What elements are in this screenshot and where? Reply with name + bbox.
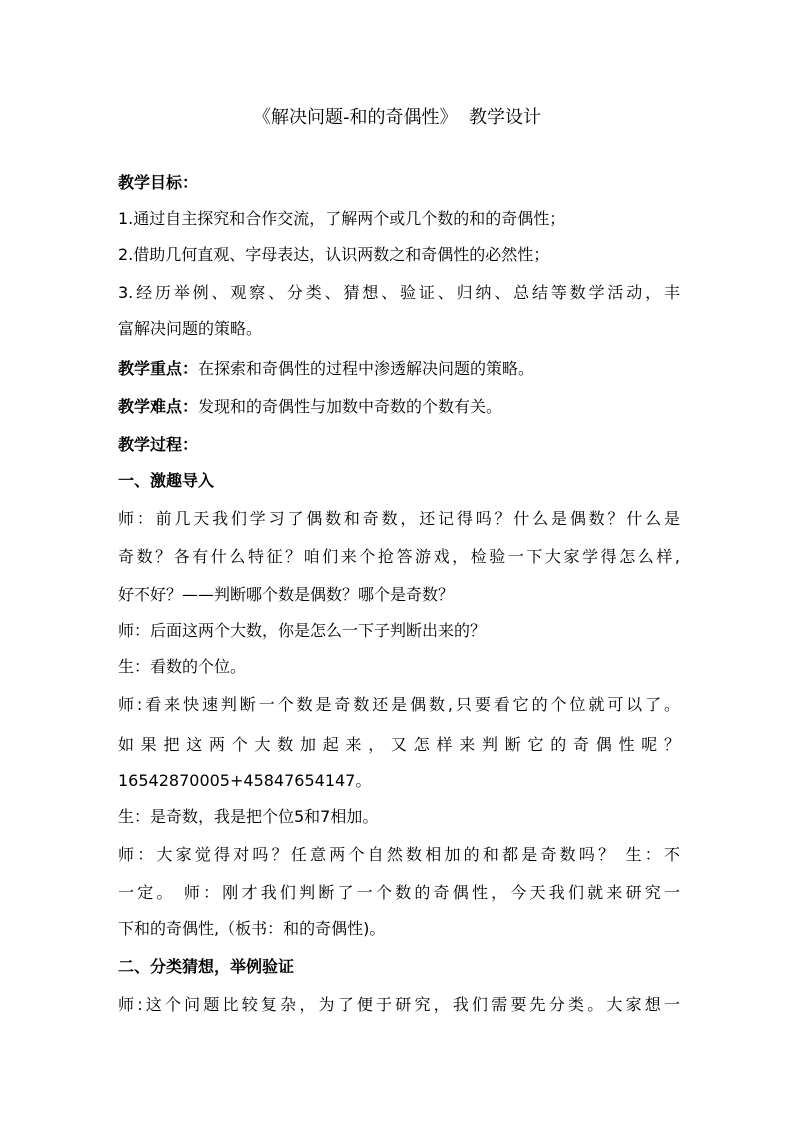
paragraph-1-line-3: 好不好？——判断哪个数是偶数？哪个是奇数？ [118,585,455,604]
paragraph-4-line-1: 师:看来快速判断一个数是奇数还是偶数,只要看它的个位就可以了。 [118,695,680,714]
paragraph-7-line-1: 师:这个问题比较复杂，为了便于研究，我们需要先分类。大家想一 [118,995,680,1014]
document-title: 《解决问题-和的奇偶性》 教学设计 [253,107,541,128]
paragraph-1-line-2: 奇数？各有什么特征？咱们来个抢答游戏，检验一下大家学得怎么样, [118,547,680,566]
difficulty-label: 教学难点： [118,397,199,416]
difficulty-text: 发现和的奇偶性与加数中奇数的个数有关。 [198,397,503,416]
objectives-heading: 教学目标： [118,173,199,192]
paragraph-4-line-2: 如果把这两个大数加起来，又怎样来判断它的奇偶性呢？ [118,735,680,754]
objective-3-line-1: 3.经历举例、观察、分类、猜想、验证、归纳、总结等数学活动，丰 [118,283,680,302]
section-2-heading: 二、分类猜想，举例验证 [118,957,295,976]
paragraph-1-line-1: 师：前几天我们学习了偶数和奇数，还记得吗？什么是偶数？什么是 [118,509,680,528]
paragraph-6-line-2: 一定。 师：刚才我们判断了一个数的奇偶性，今天我们就来研究一 [118,883,680,902]
objective-1: 1.通过自主探究和合作交流，了解两个或几个数的和的奇偶性； [118,209,566,228]
paragraph-6-line-3: 下和的奇偶性,（板书：和的奇偶性)。 [118,919,386,938]
process-heading: 教学过程： [118,435,199,454]
key-point-label: 教学重点： [118,359,199,378]
section-1-heading: 一、激趣导入 [118,471,215,490]
paragraph-6-line-1: 师：大家觉得对吗？任意两个自然数相加的和都是奇数吗？ 生：不 [118,845,680,864]
paragraph-2: 师：后面这两个大数，你是怎么一下子判断出来的？ [118,621,487,640]
difficulty [118,394,680,420]
objective-3-line-2: 富解决问题的策略。 [118,319,263,338]
paragraph-5: 生：是奇数，我是把个位5和7相加。 [118,807,379,826]
objective-2: 2.借助几何直观、字母表达，认识两数之和奇偶性的必然性； [118,245,550,264]
key-point [118,356,680,382]
paragraph-4-line-3: 16542870005+45847654147。 [118,771,372,790]
key-point-text: 在探索和奇偶性的过程中渗透解决问题的策略。 [198,359,535,378]
paragraph-3: 生：看数的个位。 [118,657,247,676]
